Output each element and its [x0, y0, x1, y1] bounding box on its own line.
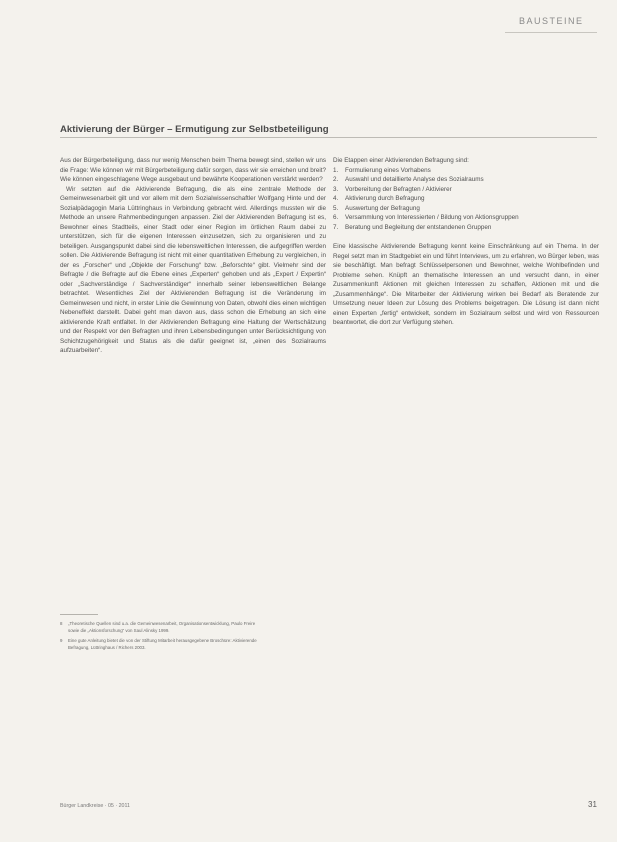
publication-footer: Bürger Landkreise · 05 · 2011 [60, 803, 130, 809]
footnote-divider [60, 614, 98, 615]
step-number: 1. [333, 166, 339, 174]
step-number: 3. [333, 185, 339, 193]
list-item [333, 185, 599, 195]
footnote-text: „Theoretische Quellen sind u.a. die Gemeinwesenarbeit, Organisationsentwicklung, Paulo Freire sowie die „Aktionsforschung“ von Saul Alinsky 1999. [68, 621, 256, 633]
section-tag: BAUSTEINE [519, 16, 584, 26]
body-paragraph: Aus der Bürgerbeteiligung, dass nur wenig Menschen beim Thema bewegt sind, stellen wir uns die Frage: Wie können wir mit Bürgerbeteiligung dafür sorgen, dass wir sie erreichen und breit? Wie können eingeschlagene Wege ausgebaut und bewährte Kooperationen verstärkt werden? [60, 157, 326, 183]
step-number: 2. [333, 176, 339, 183]
left-column [60, 156, 326, 356]
page-number: 31 [588, 800, 597, 809]
step-text: Auswahl und detaillierte Analyse des Sozialraums [345, 176, 484, 183]
footnote-number: 8 [60, 621, 63, 626]
step-text: Versammlung von Interessierten / Bildung von Aktionsgruppen [345, 214, 519, 221]
footnotes [60, 620, 265, 654]
step-number: 5. [333, 204, 339, 212]
section-tag-divider [505, 32, 597, 33]
step-text: Beratung und Begleitung der entstandenen Gruppen [345, 223, 492, 231]
body-paragraph: Eine klassische Aktivierende Befragung kennt keine Einschränkung auf ein Thema. In der Regel setzt man im Stadtgebiet ein und führt Interviews, um zu erfahren, wo Bürger leben, was sie beschäftigt. Man befragt Schlüsselpersonen und Bewohner, welche Wohlbefinden und Probleme sehen. Knüpft an thematische Interessen an und versucht dann, in einer Zusammenkunft Aktionen mit gleichen Interessen zu schaffen, Aktionen mit und die „Zusammenhänge“. Die Mitarbeiter der Aktivierung wirken bei Bedarf als Beratende zur Umsetzung neuer Ideen zur Lösung des Problems beigetragen. Die Lösung ist dann nicht einen Experten „fertig“ entwickelt, sondern im Sozialraum selbst und wird von Ressourcen beantwortet, die dort zur Verfügung stehen. [333, 243, 599, 326]
list-item [333, 194, 599, 204]
list-item [333, 223, 599, 233]
step-text: Vorbereitung der Befragten / Aktivierer [345, 185, 452, 193]
step-number: 7. [333, 223, 339, 231]
step-number: 6. [333, 214, 339, 221]
list-item [333, 166, 599, 176]
step-text: Aktivierung durch Befragung [345, 195, 425, 202]
step-number: 4. [333, 195, 339, 202]
list-item [333, 204, 599, 214]
step-text: Auswertung der Befragung [345, 204, 420, 212]
footnote-number: 9 [60, 638, 63, 643]
step-text: Formulierung eines Vorhabens [345, 166, 431, 174]
steps-intro: Die Etappen einer Aktivierenden Befragung sind: [333, 157, 469, 164]
article-title: Aktivierung der Bürger – Ermutigung zur Selbstbeteiligung [60, 124, 329, 135]
footnote [60, 620, 265, 634]
steps-list [333, 166, 599, 233]
footnote [60, 637, 265, 651]
body-paragraph: Wir setzten auf die Aktivierende Befragung, die als eine zentrale Methode der Gemeinwesenarbeit gilt und vor allem mit dem Sozialwissenschaftler Wolfgang Hinte und der Sozialpädagogin Maria Lüttringhaus in Verbindung gebracht wird. Allerdings mussten wir die Methode an unsere Rahmenbedingungen anpassen. Ziel der Aktivierenden Befragung ist es, Bewohner eines Stadtteils, einer Stadt oder einer Region im örtlichen Raum dabei zu unterstützen, sich für die eigenen Interessen einzusetzen, sich zu organisieren und zu beteiligen. Ausgangspunkt dabei sind die lebensweltlichen Interessen, die aufgegriffen werden sollen. Die Aktivierende Befragung ist nicht mit einer quantitativen Erhebung zu vergleichen, in der es „Forscher“ und „Objekte der Forschung“ bzw. „Beforschte“ gibt. Vielmehr sind der Befragte / die Befragte auf die Ebene eines „Experten“ gehoben und als „Expert / Expertin“ oder „Sachverständige / Sachverständiger“ innerhalb seiner lebensweltlichen Belange betrachtet. Wesentliches Ziel der Aktivierenden Befragung ist die Veränderung im Gemeinwesen und nicht, in erster Linie die Gewinnung von Daten, obwohl dies einen wichtigen Nebeneffekt darstellt. Dabei geht man davon aus, dass schon die Erhebung an sich eine aktivierende Kraft entfaltet. In der Aktivierenden Befragung eine Haltung der Wertschätzung und der Respekt vor den Befragten und ihren Lebensbedingungen unter Berücksichtigung von Schichtzugehörigkeit und Status als die dafür geeignet ist, „einen des Sozialraums aufzuarbeiten“. [60, 185, 326, 354]
list-item [333, 175, 599, 185]
footnote-text: Eine gute Anleitung bietet die von der Stiftung Mitarbeit herausgegebene Broschüre: Aktivierende Befragung, Lüttringhaus / Richers 2003. [68, 638, 257, 650]
list-item [333, 213, 599, 223]
right-column [333, 156, 599, 328]
title-divider [60, 137, 597, 138]
